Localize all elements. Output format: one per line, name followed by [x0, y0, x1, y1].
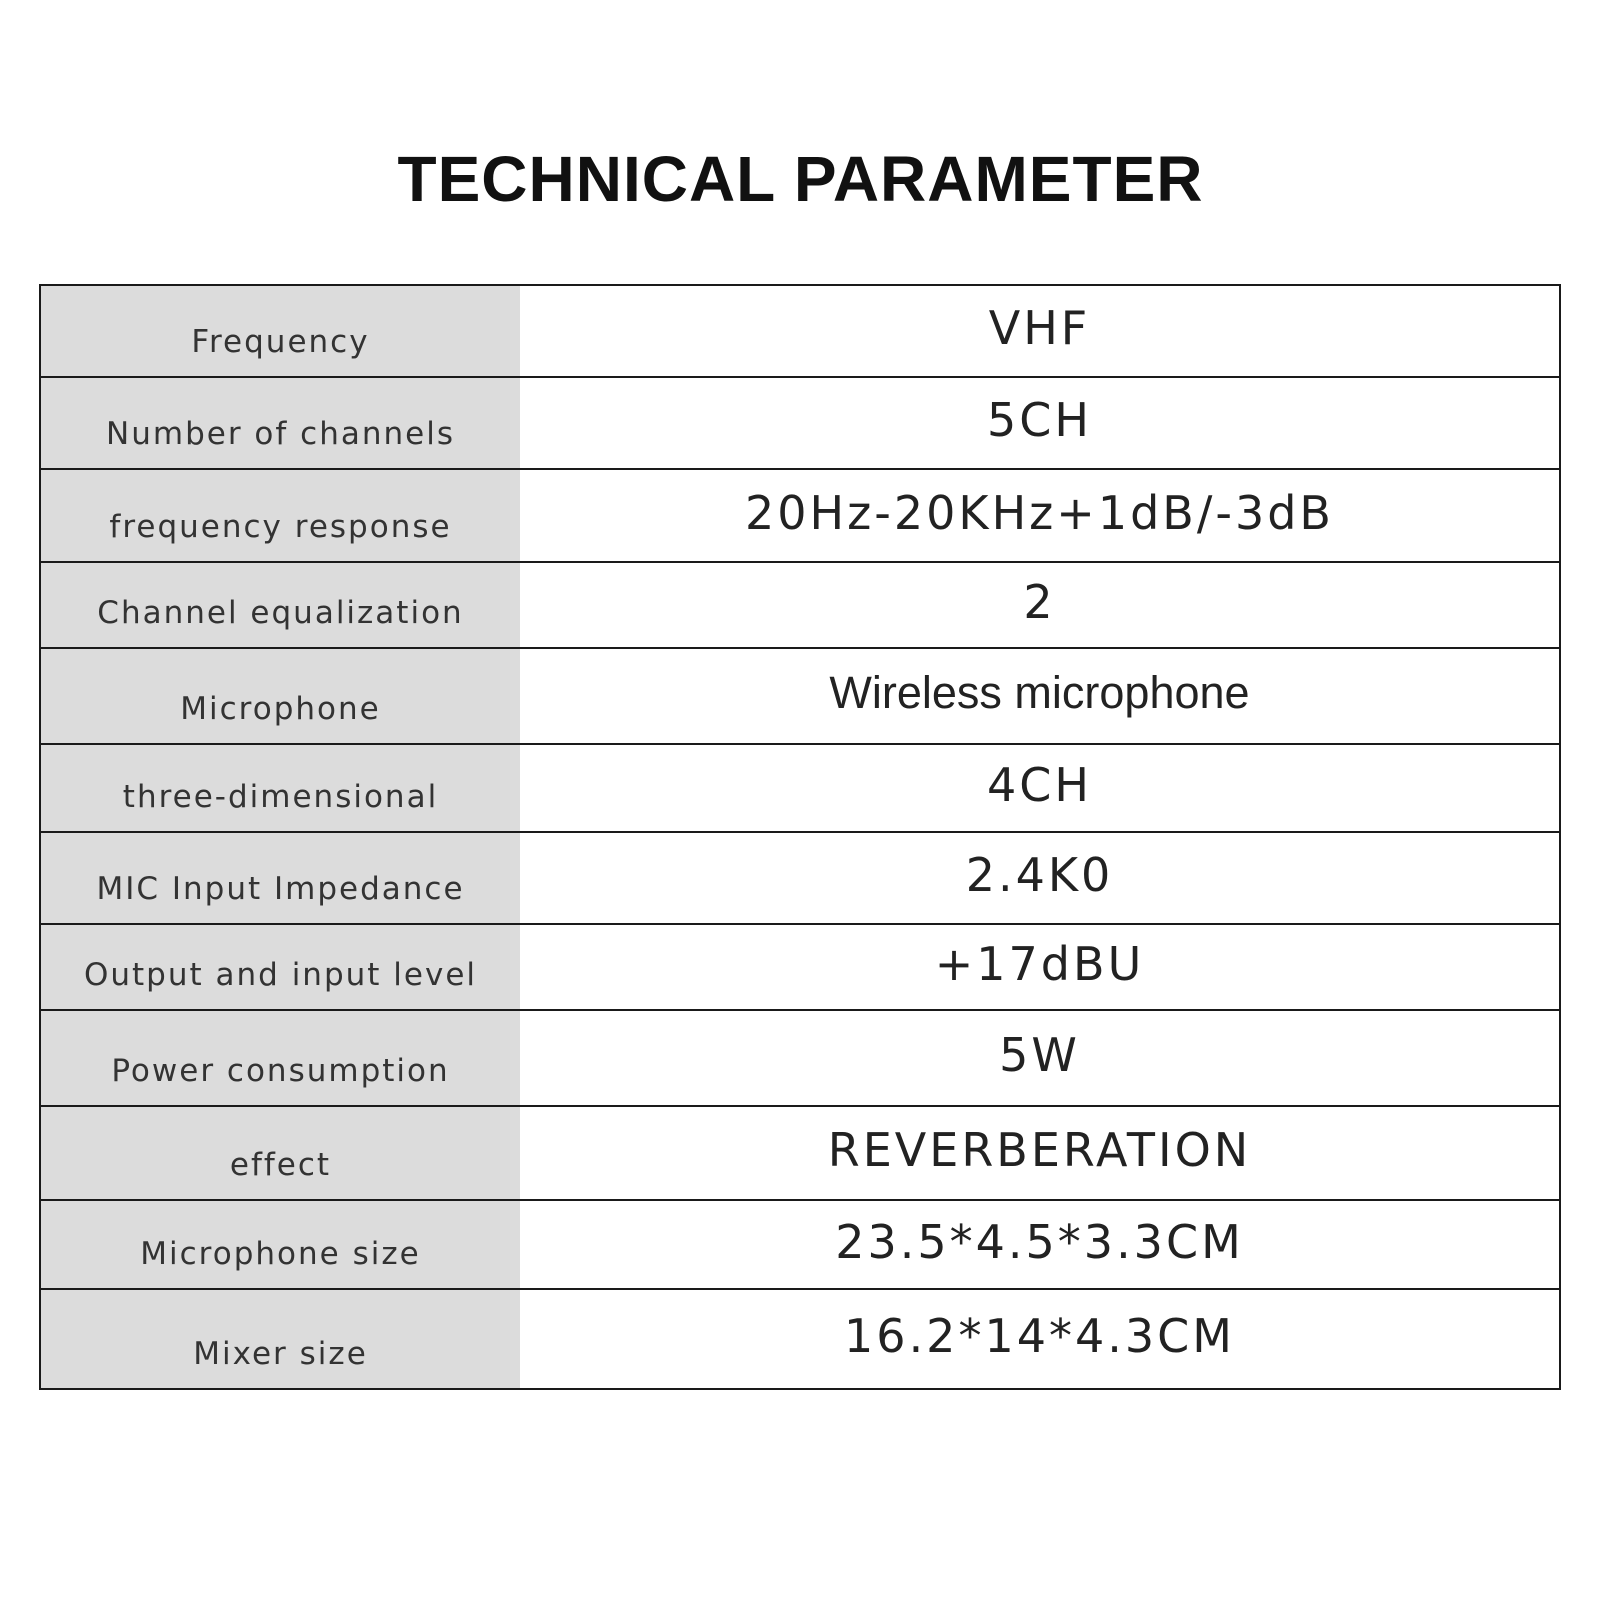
row-value: 5W [999, 1028, 1080, 1082]
table-row [41, 1011, 1559, 1107]
row-value: Wireless microphone [829, 667, 1250, 718]
row-label: Power consumption [41, 1011, 520, 1105]
row-label: Microphone [41, 649, 520, 743]
row-value: 5CH [987, 393, 1092, 447]
page-title: TECHNICAL PARAMETER [397, 143, 1204, 215]
row-value: REVERBERATION [827, 1123, 1252, 1177]
row-label: MIC Input Impedance [41, 833, 520, 923]
table-row [41, 649, 1559, 745]
spec-table [39, 284, 1561, 1390]
table-row [41, 1107, 1559, 1201]
table-row [41, 833, 1559, 925]
table-row [41, 1201, 1559, 1290]
row-value: +17dBU [934, 937, 1145, 991]
row-value: 20Hz-20KHz+1dB/-3dB [745, 485, 1334, 540]
table-row [41, 1290, 1559, 1388]
row-value: 2.4K0 [965, 848, 1114, 902]
row-value: 16.2*14*4.3CM [844, 1309, 1235, 1363]
table-row [41, 925, 1559, 1011]
row-value: 23.5*4.5*3.3CM [835, 1214, 1244, 1269]
row-label: Frequency [41, 286, 520, 376]
row-value: 4CH [987, 758, 1092, 812]
table-row [41, 563, 1559, 649]
row-value: 2 [1023, 575, 1056, 629]
row-label: Mixer size [41, 1290, 520, 1388]
table-row [41, 378, 1559, 470]
row-label: Output and input level [41, 925, 520, 1009]
row-label: Microphone size [41, 1201, 520, 1288]
row-label: effect [41, 1107, 520, 1199]
row-value: VHF [988, 301, 1091, 355]
table-row [41, 745, 1559, 833]
row-label: Number of channels [41, 378, 520, 468]
row-label: three-dimensional [41, 745, 520, 831]
row-label: Channel equalization [41, 563, 520, 647]
table-row [41, 286, 1559, 378]
table-row [41, 470, 1559, 563]
row-label: frequency response [41, 470, 520, 561]
